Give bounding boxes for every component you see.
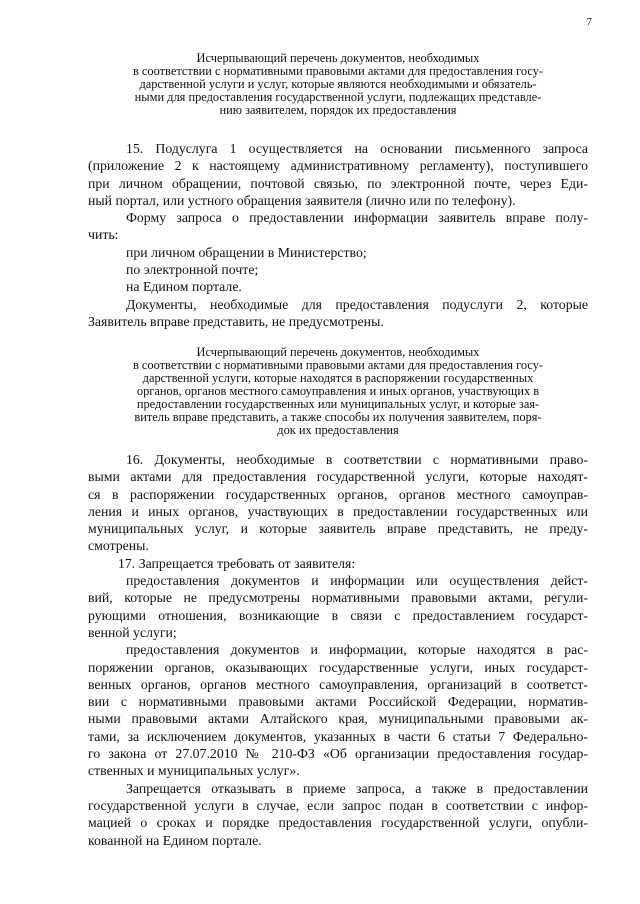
- text-line: тами, за исключением документов, указанных в части 6 статьи 7 Федерально-: [88, 728, 588, 744]
- text-line: го закона от 27.07.2010 № 210-ФЗ «Об организации предоставления государ-: [88, 746, 588, 762]
- heading-line: Исчерпывающий перечень документов, необходимых: [196, 345, 480, 359]
- text-line: Форму запроса о предоставлении информации заявитель вправе полу-: [126, 210, 588, 226]
- text-line: 16. Документы, необходимые в соответствии с нормативными право-: [126, 452, 588, 467]
- text-line: (приложение 2 к настоящему административному регламенту), поступившего: [88, 158, 588, 174]
- text-line: предоставления документов и информации или осуществления дейст-: [126, 573, 588, 589]
- text-line: по электронной почте;: [126, 262, 259, 278]
- text-line: поряжении органов, оказывающих государственные услуги, иных государст-: [88, 659, 588, 675]
- text-line: смотрены.: [88, 538, 149, 554]
- heading-line: дарственной услуги и услуг, которые являются необходимыми и обязатель-: [139, 77, 537, 91]
- heading-line: витель вправе представить, а также способы их получения заявителем, поря-: [134, 410, 542, 424]
- text-line: венных органов, органов местного самоуправления, организаций в соответст-: [88, 676, 588, 692]
- text-line: Заявитель вправе представить, не предусмотрены.: [88, 313, 384, 329]
- text-line: муниципальных услуг, и которые заявитель вправе представить, не преду-: [88, 521, 588, 537]
- section-heading-1: [88, 52, 588, 117]
- heading-line: в соответствии с нормативными правовыми актами для предоставления госу-: [132, 64, 544, 78]
- heading-line: Исчерпывающий перечень документов, необходимых: [196, 51, 480, 65]
- heading-line: дарственной услуги, которые находятся в распоряжении государственных: [142, 371, 534, 385]
- text-line: Запрещается отказывать в приеме запроса, а также в предоставлении: [126, 780, 588, 796]
- text-line: кованной на Едином портале.: [88, 832, 262, 848]
- heading-line: док их предоставления: [277, 423, 399, 437]
- text-line: 17. Запрещается требовать от заявителя:: [118, 555, 356, 571]
- text-line: вий, которые не предусмотрены нормативными правовыми актами, регули-: [88, 590, 588, 606]
- text-line: рующими отношения, возникающие в связи с предоставлением государст-: [88, 607, 588, 623]
- heading-line: нию заявителем, порядок их предоставления: [219, 103, 457, 117]
- text-line: венной услуги;: [88, 624, 177, 640]
- text-line: вии с нормативными правовыми актами Российской Федерации, норматив-: [88, 694, 588, 710]
- text-line: ления и иных органов, участвующих в предоставлении государственных или: [88, 503, 588, 519]
- heading-line: органов, органов местного самоуправления и иных органов, участвующих в: [136, 384, 540, 398]
- paragraph-block-1: [88, 140, 588, 330]
- text-line: ственных и муниципальных услуг».: [88, 763, 300, 779]
- paragraph-block-2: [88, 451, 588, 849]
- text-line: ный портал, или устного обращения заявителя (лично или по телефону).: [88, 192, 516, 208]
- heading-line: ными для предоставления государственной услуги, подлежащих представле-: [134, 90, 542, 104]
- text-line: 15. Подуслуга 1 осуществляется на основании письменного запроса: [126, 141, 588, 156]
- text-line: государственной услуги в случае, если запрос подан в соответствии с инфор-: [88, 797, 588, 813]
- text-line: Документы, необходимые для предоставления подуслуги 2, которые: [126, 296, 588, 312]
- text-line: ными правовыми актами Алтайского края, муниципальными правовыми ак-: [88, 711, 588, 727]
- section-heading-2: [88, 346, 588, 437]
- text-line: предоставления документов и информации, которые находятся в рас-: [126, 642, 588, 658]
- text-line: при личном обращении в Министерство;: [126, 244, 367, 260]
- text-line: чить:: [88, 227, 119, 243]
- text-line: на Едином портале.: [126, 279, 242, 295]
- text-line: выми актами для предоставления государственной услуги, которые находят-: [88, 469, 588, 485]
- text-line: мацией о сроках и порядке предоставления государственной услуги, опубли-: [88, 815, 588, 831]
- heading-line: предоставлении государственных или муниципальных услуг, и которые зая-: [136, 397, 540, 411]
- text-line: ся в распоряжении государственных органов, органов местного самоуправ-: [88, 486, 588, 502]
- page-number: 7: [586, 16, 592, 28]
- text-line: при личном обращении, почтовой связью, по электронной почте, через Еди-: [88, 175, 588, 191]
- heading-line: в соответствии с нормативными правовыми актами для предоставления госу-: [132, 358, 544, 372]
